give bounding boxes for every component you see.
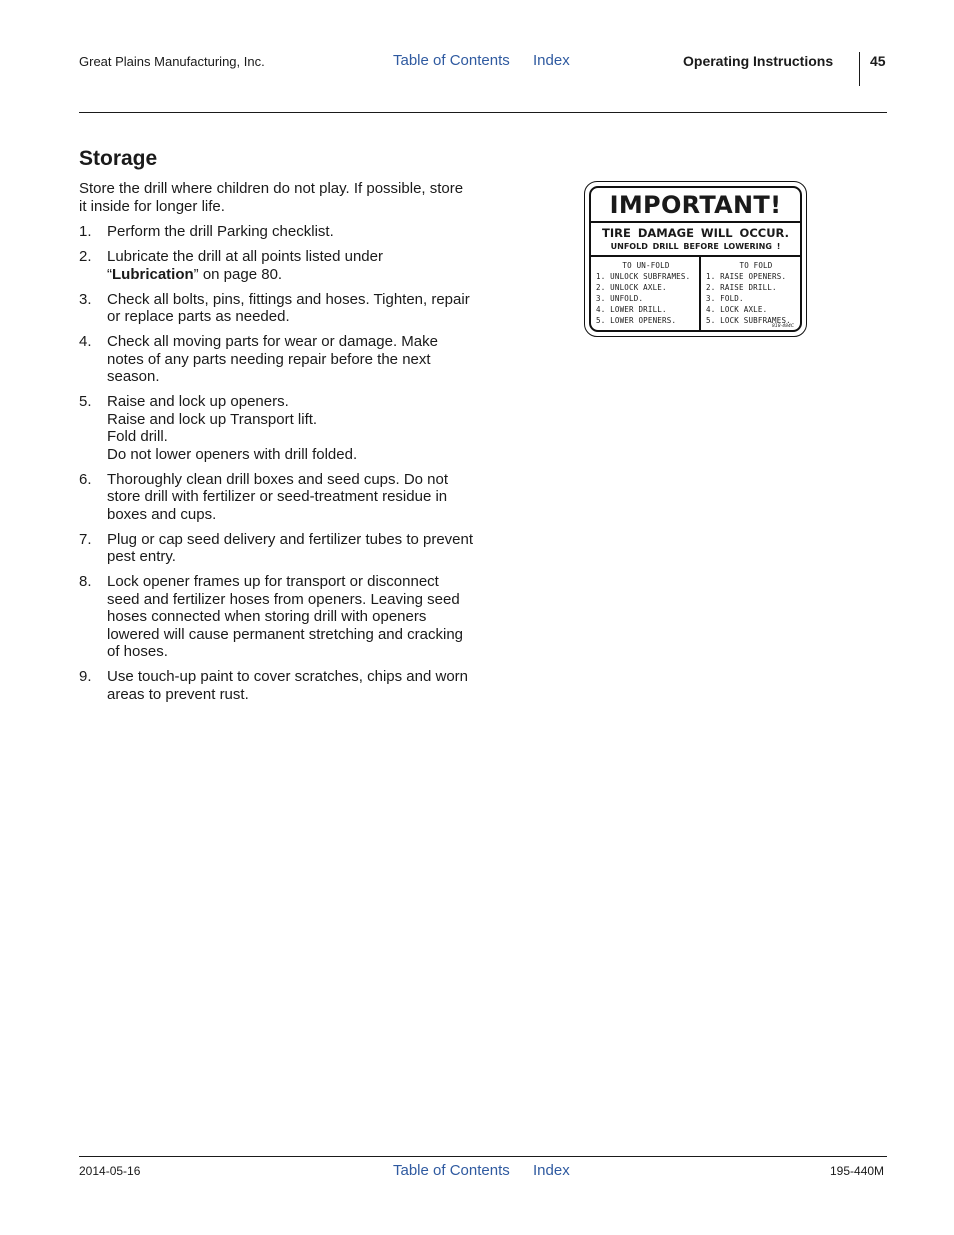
storage-steps-list [79,223,474,711]
list-item-text: Check all moving parts for wear or damage. Make notes of any parts needing repair before the next season. [107,333,438,385]
decal-fold-item: 3. FOLD. [706,294,744,303]
list-item-number: 8. [79,573,92,590]
list-item-text-part: ” on page 80. [193,265,283,283]
decal-unfold-column [596,260,696,326]
list-item-text: Use touch-up paint to cover scratches, chips and worn areas to prevent rust. [107,668,469,703]
page-number: 45 [870,53,886,69]
header-rule [79,112,887,113]
decal-fold-item: 5. LOCK SUBFRAMES. [706,316,791,325]
footer-index-link[interactable]: Index [533,1162,570,1179]
list-item [79,393,474,463]
list-item-text: Thoroughly clean drill boxes and seed cups. Do not store drill with fertilizer or seed-treatment residue in boxes and cups. [107,470,449,523]
list-item [79,291,474,326]
list-item [79,668,474,703]
list-item-text: Lock opener frames up for transport or disconnect seed and fertilizer hoses from openers. Leaving seed hoses connected when storing drill with openers lowered will cause permanent stretching and cracking of hoses. [107,573,464,660]
page-title: Storage [79,147,158,170]
decal-unfold-item: 2. UNLOCK AXLE. [596,283,667,292]
decal-column-divider [699,257,701,330]
footer-toc-link[interactable]: Table of Contents [393,1162,510,1179]
decal-border [589,186,802,332]
decal-fold-item: 4. LOCK AXLE. [706,305,768,314]
list-item-number: 1. [79,223,92,240]
list-item-number: 5. [79,393,92,410]
decal-heading: IMPORTANT! [591,188,800,223]
list-item-text: Plug or cap seed delivery and fertilizer tubes to prevent pest entry. [107,530,474,565]
list-item-text: Raise and lock up openers. [107,393,289,410]
list-item [79,223,474,241]
list-item-text: Fold drill. [107,428,168,445]
decal-fold-heading: TO FOLD [739,261,773,270]
header-toc-link[interactable]: Table of Contents [393,52,510,69]
decal-part-number: 818-484C [772,324,794,329]
document-number: 195-440M [830,1164,885,1178]
section-name: Operating Instructions [683,53,834,69]
decal-unfold-item: 5. LOWER OPENERS. [596,316,677,325]
decal-unfold-item: 4. LOWER DRILL. [596,305,667,314]
list-item [79,248,474,283]
decal-warning-line1: TIRE DAMAGE WILL OCCUR. [602,226,789,240]
list-item-text: Do not lower openers with drill folded. [107,445,358,463]
list-item-text: Check all bolts, pins, fittings and hoses. Tighten, repair or replace parts as needed. [107,290,470,325]
list-item-number: 4. [79,333,92,350]
list-item-number: 9. [79,668,92,685]
list-item [79,573,474,661]
lubrication-reference: Lubrication [112,265,194,283]
company-name: Great Plains Manufacturing, Inc. [79,54,265,69]
decal-unfold-item: 3. UNFOLD. [596,294,644,303]
decal-fold-item: 2. RAISE DRILL. [706,283,777,292]
list-item-text [107,248,383,283]
list-item [79,471,474,524]
decal-unfold-item: 1. UNLOCK SUBFRAMES. [596,272,691,281]
decal-warning-line2: UNFOLD DRILL BEFORE LOWERING ! [610,242,781,251]
list-item-text-part: Lubricate the drill at all points listed under “ [107,248,383,283]
list-item-text: Raise and lock up Transport lift. [107,410,318,428]
list-item-text: Perform the drill Parking checklist. [107,223,334,240]
intro-paragraph: Store the drill where children do not play. If possible, store it inside for longer life. [79,180,464,215]
list-item-number: 7. [79,530,92,548]
footer-rule [79,1156,887,1157]
decal-unfold-heading: TO UN-FOLD [622,261,670,270]
list-item [79,531,474,566]
decal-fold-column [706,260,802,326]
header-divider [859,52,860,86]
list-item-number: 3. [79,290,92,308]
decal-fold-item: 1. RAISE OPENERS. [706,272,787,281]
list-item-number: 2. [79,248,92,265]
header-index-link[interactable]: Index [533,52,570,69]
footer-date: 2014-05-16 [79,1164,141,1178]
important-decal [584,181,807,337]
list-item-number: 6. [79,470,92,488]
decal-instructions-table [591,255,800,330]
list-item [79,333,474,386]
